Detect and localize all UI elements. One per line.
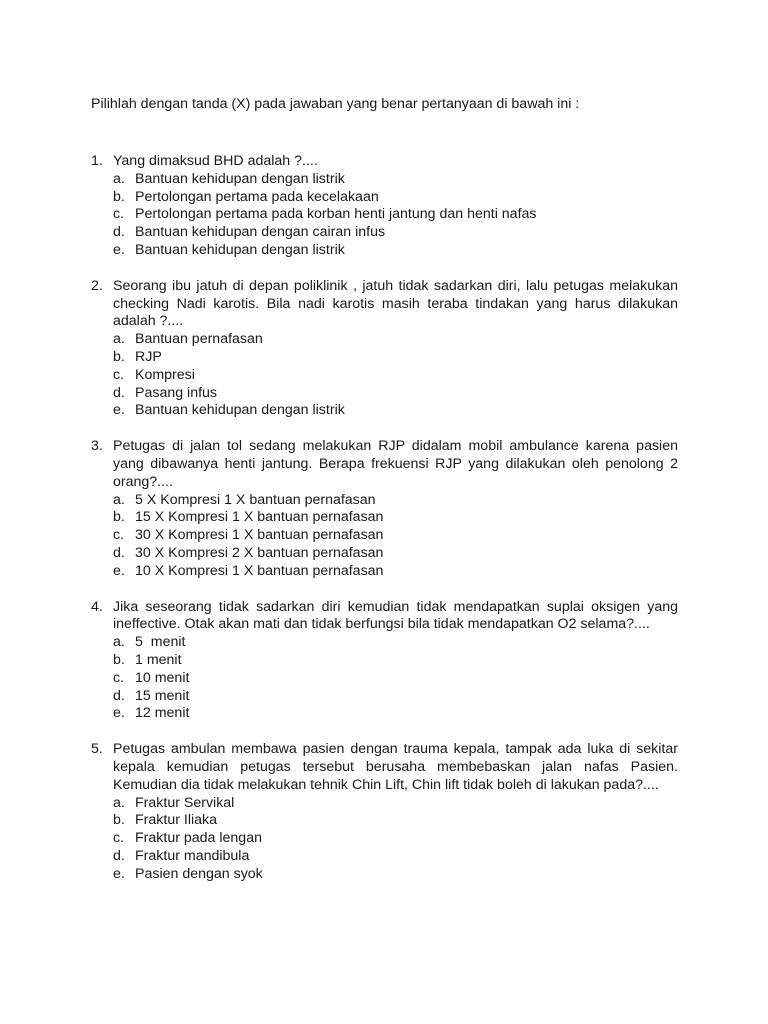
option-text: Pasien dengan syok [135, 865, 263, 882]
option-item [113, 527, 678, 545]
question-item [91, 153, 678, 260]
option-letter: d. [113, 544, 125, 561]
option-item [113, 830, 678, 848]
option-text: Bantuan kehidupan dengan cairan infus [135, 224, 386, 241]
option-item [113, 171, 678, 189]
question-number: 2. [91, 277, 103, 294]
option-item [113, 509, 678, 527]
option-item [113, 634, 678, 652]
question-number: 4. [91, 598, 103, 615]
option-letter: a. [113, 331, 125, 348]
option-item [113, 670, 678, 688]
option-item [113, 848, 678, 866]
question-item [91, 438, 678, 580]
option-letter: b. [113, 188, 125, 205]
question-text: Seorang ibu jatuh di depan poliklinik , jatuh tidak sadarkan diri, lalu petugas melakukan checking Nadi karotis. Bila nadi karotis masih teraba tindakan yang harus dilakukan adalah ?.... [113, 277, 678, 330]
option-text: 5 X Kompresi 1 X bantuan pernafasan [135, 491, 376, 508]
question-list [91, 153, 678, 901]
option-text: 10 menit [135, 669, 190, 686]
option-text: 30 X Kompresi 1 X bantuan pernafasan [135, 527, 384, 544]
option-list [113, 492, 678, 581]
option-text: Bantuan kehidupan dengan listrik [135, 170, 345, 187]
option-list [113, 331, 678, 420]
option-text: Fraktur pada lengan [135, 830, 262, 847]
option-letter: a. [113, 170, 125, 187]
option-text: 12 menit [135, 705, 190, 722]
option-letter: b. [113, 812, 125, 829]
option-item [113, 224, 678, 242]
option-item [113, 242, 678, 260]
option-letter: b. [113, 651, 125, 668]
option-letter: d. [113, 224, 125, 241]
option-item [113, 367, 678, 385]
option-item [113, 189, 678, 207]
option-letter: e. [113, 562, 125, 579]
option-item [113, 812, 678, 830]
option-text: Bantuan kehidupan dengan listrik [135, 241, 345, 258]
option-item [113, 688, 678, 706]
option-letter: c. [113, 206, 125, 223]
option-item [113, 866, 678, 884]
option-text: Pasang infus [135, 384, 218, 401]
option-text: Fraktur Iliaka [135, 812, 217, 829]
option-text: Bantuan pernafasan [135, 331, 263, 348]
option-text: Fraktur Servikal [135, 794, 235, 811]
option-text: 10 X Kompresi 1 X bantuan pernafasan [135, 562, 384, 579]
option-item [113, 795, 678, 813]
option-item [113, 652, 678, 670]
option-list [113, 171, 678, 260]
option-letter: e. [113, 865, 125, 882]
option-text: 5 menit [135, 634, 186, 651]
option-text: Fraktur mandibula [135, 847, 250, 864]
option-letter: c. [113, 830, 125, 847]
option-list [113, 795, 678, 884]
option-text: 15 X Kompresi 1 X bantuan pernafasan [135, 509, 384, 526]
option-letter: b. [113, 509, 125, 526]
option-item [113, 705, 678, 723]
option-letter: d. [113, 847, 125, 864]
option-text: 30 X Kompresi 2 X bantuan pernafasan [135, 544, 384, 561]
option-item [113, 206, 678, 224]
option-text: Pertolongan pertama pada korban henti jantung dan henti nafas [135, 206, 537, 223]
option-text: Pertolongan pertama pada kecelakaan [135, 188, 379, 205]
instruction-text: Pilihlah dengan tanda (X) pada jawaban yang benar pertanyaan di bawah ini : [91, 96, 580, 112]
question-text: Jika seseorang tidak sadarkan diri kemudian tidak mendapatkan suplai oksigen yang ineffective. Otak akan mati dan tidak berfungsi bila tidak mendapatkan O2 selama?.... [113, 598, 678, 633]
question-text: Yang dimaksud BHD adalah ?.... [113, 153, 318, 169]
option-letter: d. [113, 687, 125, 704]
option-item [113, 349, 678, 367]
option-item [113, 563, 678, 581]
option-text: Bantuan kehidupan dengan listrik [135, 402, 345, 419]
question-text: Petugas di jalan tol sedang melakukan RJP didalam mobil ambulance karena pasien yang dibawanya henti jantung. Berapa frekuensi RJP yang dilakukan oleh penolong 2 orang?.... [113, 438, 678, 490]
option-letter: c. [113, 366, 125, 383]
option-letter: a. [113, 491, 125, 508]
option-item [113, 331, 678, 349]
option-item [113, 545, 678, 563]
question-number: 5. [91, 741, 103, 758]
option-letter: c. [113, 527, 125, 544]
option-letter: b. [113, 348, 125, 365]
option-list [113, 634, 678, 723]
option-item [113, 402, 678, 420]
question-text: Petugas ambulan membawa pasien dengan trauma kepala, tampak ada luka di sekitar kepala kemudian petugas tersebut berusaha membebaskan jalan nafas Pasien. Kemudian dia tidak melakukan tehnik Chin Lift, Chin lift tidak boleh di lakukan pada?.... [113, 741, 678, 793]
question-item [91, 599, 678, 724]
option-text: 1 menit [135, 651, 182, 668]
option-text: RJP [135, 348, 162, 365]
question-number: 1. [91, 153, 103, 169]
option-letter: e. [113, 705, 125, 722]
option-letter: e. [113, 241, 125, 258]
option-letter: a. [113, 634, 125, 651]
option-letter: c. [113, 669, 125, 686]
option-letter: a. [113, 794, 125, 811]
question-item [91, 278, 678, 420]
option-item [113, 492, 678, 510]
option-item [113, 385, 678, 403]
option-letter: e. [113, 402, 125, 419]
option-text: Kompresi [135, 366, 195, 383]
option-text: 15 menit [135, 687, 190, 704]
question-number: 3. [91, 438, 103, 455]
option-letter: d. [113, 384, 125, 401]
question-item [91, 741, 678, 883]
